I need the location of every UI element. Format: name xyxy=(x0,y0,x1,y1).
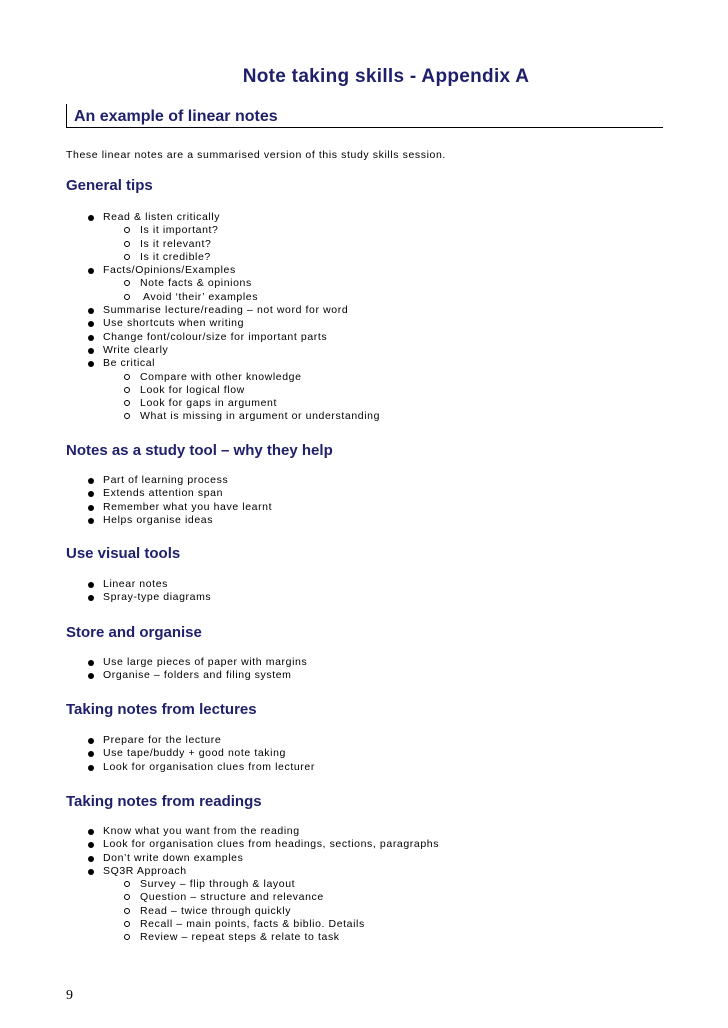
list-item-text: SQ3R Approach xyxy=(103,864,187,877)
list-item-text: Part of learning process xyxy=(103,474,229,486)
page-number: 9 xyxy=(66,988,73,1003)
list-item-text: Use tape/buddy + good note taking xyxy=(103,747,286,760)
bullet-icon xyxy=(88,321,94,327)
bullet-icon xyxy=(88,829,94,835)
sub-list-item-text: Look for gaps in argument xyxy=(140,397,277,410)
list-item-text: Be critical xyxy=(103,357,156,370)
list-item-text: Facts/Opinions/Examples xyxy=(103,264,236,277)
list-item-text: Prepare for the lecture xyxy=(103,734,222,746)
section-header-text: An example of linear notes xyxy=(74,108,278,125)
section-header-box xyxy=(66,104,663,128)
list-item xyxy=(66,344,380,357)
bullet-list xyxy=(66,578,211,605)
sub-list-item-text: Look for logical flow xyxy=(140,383,245,396)
sub-list-item-text: Is it credible? xyxy=(140,250,211,263)
bullet-icon xyxy=(88,215,94,221)
list-item xyxy=(66,747,315,760)
list-item xyxy=(66,211,380,224)
circle-bullet-icon xyxy=(124,921,130,927)
circle-bullet-icon xyxy=(124,413,130,419)
circle-bullet-icon xyxy=(124,241,130,247)
list-item xyxy=(66,865,439,878)
bullet-icon xyxy=(88,660,94,666)
sub-list-item-text: Is it relevant? xyxy=(140,237,212,250)
list-item-text: Spray-type diagrams xyxy=(103,591,212,604)
list-item xyxy=(66,331,380,344)
circle-bullet-icon xyxy=(124,908,130,914)
list-item-text: Linear notes xyxy=(103,578,168,590)
bullet-icon xyxy=(88,595,94,601)
circle-bullet-icon xyxy=(124,227,130,233)
list-item xyxy=(66,825,439,838)
circle-bullet-icon xyxy=(124,934,130,940)
sub-list-item xyxy=(66,918,439,931)
bullet-list xyxy=(66,656,307,683)
list-item xyxy=(66,591,211,604)
sub-list-item-text: Survey – flip through & layout xyxy=(140,878,296,891)
list-item-text: Write clearly xyxy=(103,343,169,356)
sub-list-item xyxy=(66,878,439,891)
section-heading: Taking notes from lectures xyxy=(66,701,257,718)
list-item xyxy=(66,501,272,514)
sub-list-item xyxy=(66,224,380,237)
circle-bullet-icon xyxy=(124,387,130,393)
list-item-text: Change font/colour/size for important parts xyxy=(103,330,328,343)
circle-bullet-icon xyxy=(124,894,130,900)
bullet-list xyxy=(66,474,272,527)
list-item xyxy=(66,357,380,370)
sub-list-item-text: Avoid ‘their’ examples xyxy=(140,290,259,303)
sub-list-item xyxy=(66,891,439,904)
list-item xyxy=(66,761,315,774)
page-title: Note taking skills - Appendix A xyxy=(242,66,530,87)
sub-list-item xyxy=(66,291,380,304)
list-item-text: Use shortcuts when writing xyxy=(103,317,245,330)
sub-list-item xyxy=(66,277,380,290)
circle-bullet-icon xyxy=(124,294,130,300)
sub-list-item xyxy=(66,384,380,397)
bullet-list xyxy=(66,211,380,424)
list-item xyxy=(66,474,272,487)
list-item-text: Use large pieces of paper with margins xyxy=(103,656,308,668)
list-item-text: Know what you want from the reading xyxy=(103,825,300,837)
bullet-icon xyxy=(88,673,94,679)
section-heading: Use visual tools xyxy=(66,545,181,562)
bullet-icon xyxy=(88,751,94,757)
bullet-icon xyxy=(88,518,94,524)
circle-bullet-icon xyxy=(124,374,130,380)
list-item-text: Helps organise ideas xyxy=(103,513,214,526)
bullet-icon xyxy=(88,478,94,484)
sub-list-item-text: Question – structure and relevance xyxy=(140,891,324,904)
intro-text: These linear notes are a summarised version of this study skills session. xyxy=(66,149,446,161)
bullet-icon xyxy=(88,738,94,744)
list-item xyxy=(66,669,307,682)
list-item xyxy=(66,487,272,500)
list-item xyxy=(66,838,439,851)
section-heading: General tips xyxy=(66,177,153,194)
list-item xyxy=(66,656,307,669)
bullet-icon xyxy=(88,582,94,588)
bullet-icon xyxy=(88,856,94,862)
list-item-text: Organise – folders and filing system xyxy=(103,669,292,682)
list-item xyxy=(66,578,211,591)
section-heading: Taking notes from readings xyxy=(66,793,262,810)
section-heading: Notes as a study tool – why they help xyxy=(66,442,333,459)
bullet-icon xyxy=(88,491,94,497)
bullet-icon xyxy=(88,505,94,511)
list-item xyxy=(66,734,315,747)
section-heading: Store and organise xyxy=(66,624,202,641)
sub-list-item-text: Is it important? xyxy=(140,224,219,237)
sub-list-item-text: What is missing in argument or understanding xyxy=(140,410,381,423)
bullet-list xyxy=(66,734,315,774)
bullet-list xyxy=(66,825,439,945)
sub-list-item-text: Review – repeat steps & relate to task xyxy=(140,931,340,944)
sub-list-item-text: Note facts & opinions xyxy=(140,277,252,290)
sub-list-item-text: Compare with other knowledge xyxy=(140,370,302,383)
sub-list-item-text: Read – twice through quickly xyxy=(140,904,292,917)
list-item-text: Look for organisation clues from headings, sections, paragraphs xyxy=(103,838,440,851)
sub-list-item xyxy=(66,931,439,944)
circle-bullet-icon xyxy=(124,254,130,260)
bullet-icon xyxy=(88,869,94,875)
list-item-text: Read & listen critically xyxy=(103,211,221,223)
bullet-icon xyxy=(88,268,94,274)
list-item-text: Remember what you have learnt xyxy=(103,500,273,513)
list-item-text: Don’t write down examples xyxy=(103,851,244,864)
list-item-text: Look for organisation clues from lecturer xyxy=(103,760,315,773)
sub-list-item-text: Recall – main points, facts & biblio. Details xyxy=(140,918,365,931)
bullet-icon xyxy=(88,842,94,848)
sub-list-item xyxy=(66,397,380,410)
sub-list-item xyxy=(66,238,380,251)
list-item xyxy=(66,304,380,317)
sub-list-item xyxy=(66,251,380,264)
bullet-icon xyxy=(88,765,94,771)
list-item-text: Summarise lecture/reading – not word for word xyxy=(103,304,349,317)
circle-bullet-icon xyxy=(124,280,130,286)
bullet-icon xyxy=(88,361,94,367)
list-item xyxy=(66,852,439,865)
bullet-icon xyxy=(88,308,94,314)
circle-bullet-icon xyxy=(124,881,130,887)
list-item xyxy=(66,514,272,527)
sub-list-item xyxy=(66,905,439,918)
bullet-icon xyxy=(88,335,94,341)
list-item xyxy=(66,317,380,330)
circle-bullet-icon xyxy=(124,400,130,406)
list-item-text: Extends attention span xyxy=(103,487,224,500)
sub-list-item xyxy=(66,410,380,423)
list-item xyxy=(66,264,380,277)
bullet-icon xyxy=(88,348,94,354)
sub-list-item xyxy=(66,371,380,384)
